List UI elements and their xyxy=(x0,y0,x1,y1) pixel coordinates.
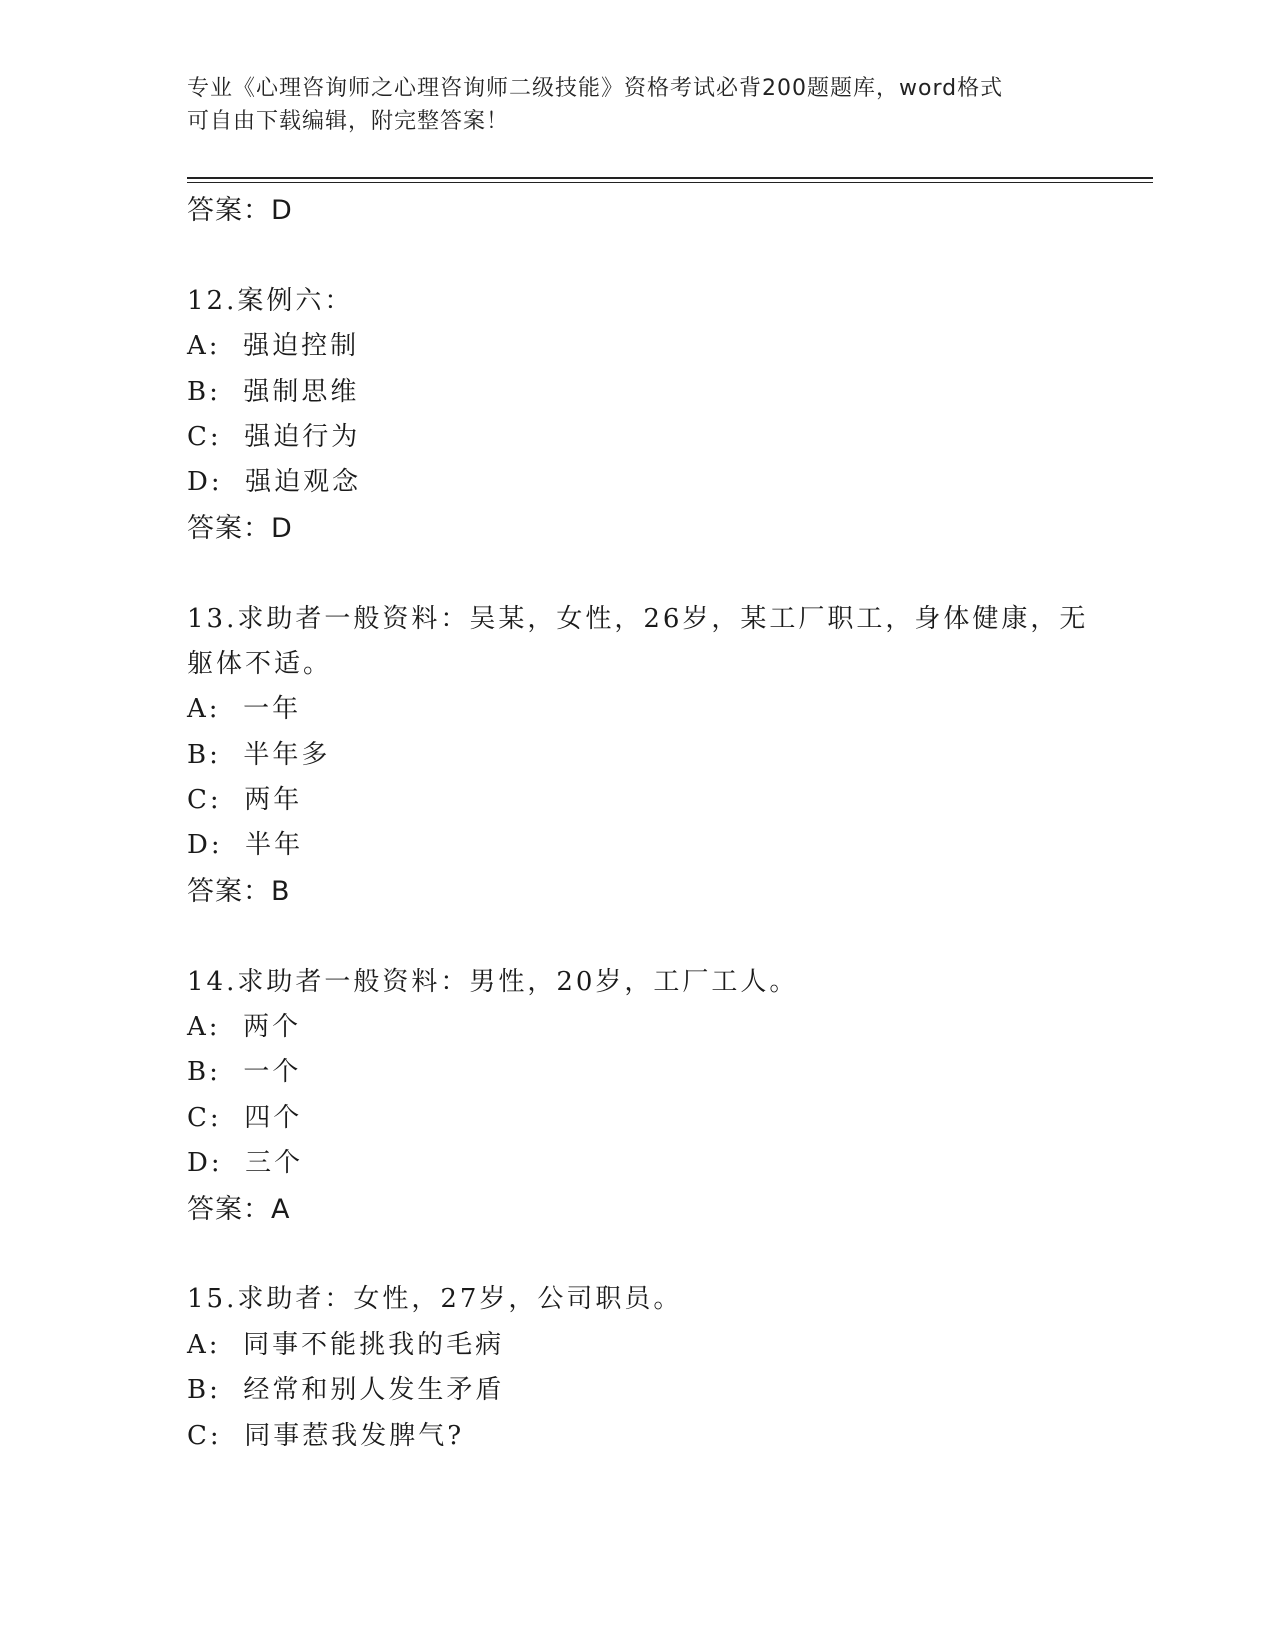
option-text: 半年 xyxy=(245,830,304,861)
answer-line: 答案：B xyxy=(187,875,291,907)
question-block xyxy=(187,960,1117,1232)
option-text: 两年 xyxy=(244,785,303,816)
option-line xyxy=(187,415,1117,460)
option-letter: D: xyxy=(187,467,223,498)
option-letter: A: xyxy=(187,1329,221,1360)
question-list xyxy=(187,188,1117,1459)
answer-line: 答案：A xyxy=(187,1193,291,1225)
document-header xyxy=(187,72,1087,138)
question-block xyxy=(187,1277,1117,1459)
option-line xyxy=(187,460,1117,505)
option-text: 强迫控制 xyxy=(243,331,360,362)
option-letter: A: xyxy=(187,1012,221,1043)
option-letter: B: xyxy=(187,739,221,770)
option-text: 同事不能挑我的毛病 xyxy=(243,1329,505,1360)
option-letter: C: xyxy=(187,1420,222,1451)
option-line xyxy=(187,778,1117,823)
option-text: 同事惹我发脾气? xyxy=(244,1420,465,1451)
option-letter: C: xyxy=(187,785,222,816)
option-line xyxy=(187,1005,1117,1050)
option-text: 半年多 xyxy=(243,739,331,770)
option-text: 强迫观念 xyxy=(245,467,362,498)
option-text: 强制思维 xyxy=(243,376,360,407)
option-line xyxy=(187,1414,1117,1459)
option-line xyxy=(187,1323,1117,1368)
option-text: 一个 xyxy=(243,1057,302,1088)
option-text: 两个 xyxy=(243,1012,302,1043)
header-line-1: 专业《心理咨询师之心理咨询师二级技能》资格考试必背200题题库，word格式 xyxy=(187,76,1004,101)
header-line-2: 可自由下载编辑，附完整答案！ xyxy=(187,109,510,134)
question-stem: 躯体不适。 xyxy=(187,648,333,679)
option-line xyxy=(187,1141,1117,1186)
option-line xyxy=(187,823,1117,868)
option-line xyxy=(187,1368,1117,1413)
question-stem: 12.案例六： xyxy=(187,285,354,316)
option-letter: B: xyxy=(187,1375,221,1406)
option-letter: A: xyxy=(187,694,221,725)
answer-line: 答案：D xyxy=(187,512,293,544)
question-stem: 13.求助者一般资料：吴某，女性，26岁，某工厂职工，身体健康，无 xyxy=(187,603,1089,634)
option-text: 一年 xyxy=(243,694,302,725)
option-letter: B: xyxy=(187,376,221,407)
question-stem: 14.求助者一般资料：男性，20岁，工厂工人。 xyxy=(187,966,799,997)
option-text: 三个 xyxy=(245,1148,304,1179)
option-text: 四个 xyxy=(244,1102,303,1133)
header-rule-thick xyxy=(187,177,1153,179)
header-rule-thin xyxy=(187,182,1153,183)
option-line xyxy=(187,1050,1117,1095)
option-text: 强迫行为 xyxy=(244,421,361,452)
option-letter: D: xyxy=(187,830,223,861)
option-line xyxy=(187,1096,1117,1141)
option-line xyxy=(187,324,1117,369)
question-stem: 15.求助者：女性，27岁，公司职员。 xyxy=(187,1284,683,1315)
answer-line: 答案：D xyxy=(187,195,293,226)
question-block xyxy=(187,279,1117,551)
option-letter: C: xyxy=(187,421,222,452)
option-letter: B: xyxy=(187,1057,221,1088)
option-letter: A: xyxy=(187,331,221,362)
option-text: 经常和别人发生矛盾 xyxy=(243,1375,505,1406)
option-line xyxy=(187,733,1117,778)
option-line xyxy=(187,370,1117,415)
option-letter: D: xyxy=(187,1148,223,1179)
question-block xyxy=(187,597,1117,915)
option-letter: C: xyxy=(187,1102,222,1133)
option-line xyxy=(187,687,1117,732)
